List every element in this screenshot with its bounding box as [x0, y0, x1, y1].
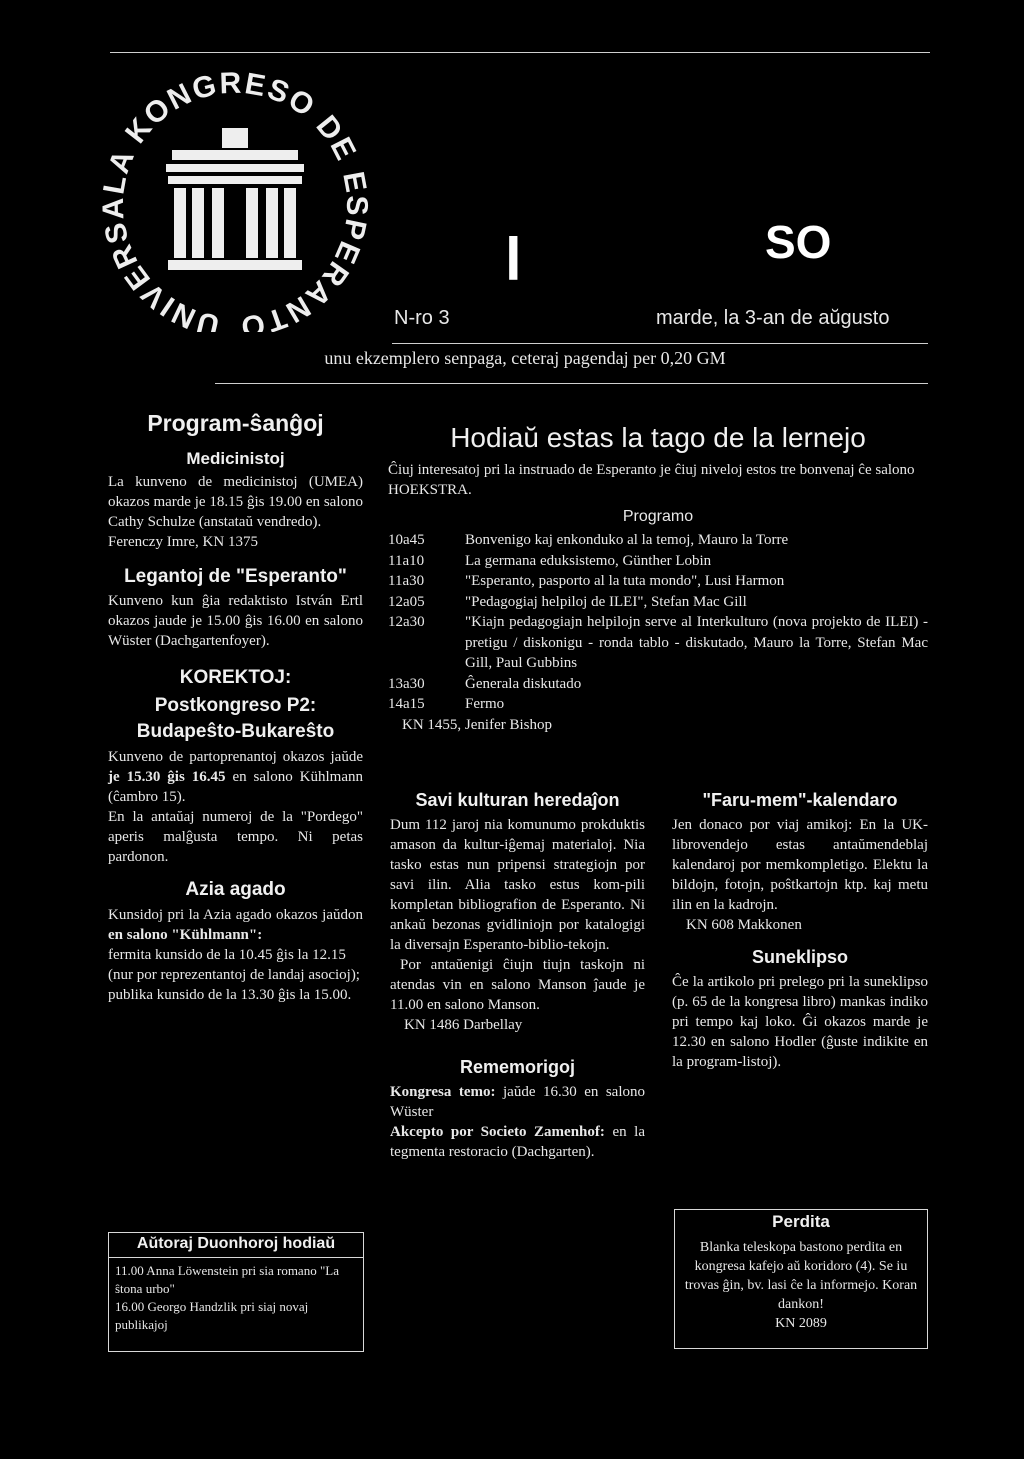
schedule-time: 11a30 [388, 573, 425, 589]
schedule-row [388, 530, 928, 551]
schedule-row [388, 551, 928, 572]
korektoj-subheading-1: Postkongreso P2: [154, 695, 317, 716]
suneklipso-heading: Suneklipso [751, 947, 849, 967]
schedule-row [388, 571, 928, 592]
perdita-heading: Perdita [772, 1212, 830, 1231]
schedule-time: 13a30 [388, 675, 425, 692]
author-hours-heading: Aŭtoraj Duonhoroj hodiaŭ [109, 1233, 363, 1258]
faru-heading: "Faru-mem"-kalendaro [702, 790, 898, 810]
schedule-description: "Kiajn pedagogiajn helpilojn serve al Interkulturo (nova projekto de ILEI) - pretigu / diskonigu - ronda tablo - diskutado, Mauro la Torre, Stefan Mac Gill, Paul Gubbins [465, 614, 928, 671]
masthead-rule [392, 343, 928, 344]
school-day-intro: Ĉiuj interesatoj pri la instruado de Esperanto je ĉiuj niveloj estos tre bonvenaj ĉe salono HOEKSTRA. [388, 462, 915, 498]
author-hours-item-2: 16.00 Georgo Handzlik pri siaj novaj publikajoj [115, 1299, 309, 1332]
korektoj-text-2: En la antaŭaj numeroj de la "Pordego" aperis malĝusta tempo. Ni petas pardonon. [108, 809, 363, 865]
congress-seal-logo [100, 72, 370, 332]
issue-number: N-ro 3 [394, 307, 450, 329]
savi-heading: Savi kulturan heredaĵon [415, 790, 620, 810]
korektoj-subheading-2: Budapeŝto-Bukareŝto [136, 721, 335, 742]
legantoj-heading: Legantoj de "Esperanto" [124, 566, 347, 587]
azia-line-1: fermita kunsido de la 10.45 ĝis la 12.15 (nur por reprezentantoj de landaj asocioj); [108, 947, 360, 983]
left-column [108, 410, 363, 1005]
rememorigoj-text-2: Akcepto por Societo Zamenhof: en la tegmenta restoracio (Dachgarten). [390, 1124, 645, 1160]
top-rule [110, 52, 930, 53]
schedule-time: 12a05 [388, 593, 425, 610]
rememorigoj-heading: Rememorigoj [459, 1057, 576, 1077]
korektoj-heading: KOREKTOJ: [179, 667, 292, 688]
programo-heading: Programo [622, 508, 694, 525]
title-fragment-right: SO [765, 216, 832, 268]
schedule-time: 10a45 [388, 532, 425, 548]
savi-text-1: Dum 112 jaroj nia komunumo prokduktis amason da kultur-iĝemaj materialoj. Nia tasko estas nun pripensi strategiojn por savi ilin. Alia tasko estus kom-pili kompletan bibliografion de Esperanto. Ni ankaŭ bezonas gvidliniojn por katalogigi la diversajn Esperanto-biblio-tekojn. [390, 817, 645, 953]
price-rule [215, 383, 928, 384]
title-fragment-left: l [505, 226, 522, 293]
svg-text:UNIVERSALA KONGRESO DE ESPERAN: UNIVERSALA KONGRESO DE ESPERANTO [100, 72, 370, 332]
legantoj-text: Kunveno kun ĝia redaktisto István Ertl okazos jaude je 15.00 ĝis 16.00 en salono Wüster (Dachgartenfoyer). [108, 593, 363, 649]
middle-column [390, 790, 645, 1162]
schedule-description: "Pedagogiaj helpiloj de ILEI", Stefan Mac Gill [465, 593, 747, 610]
medicinistoj-heading: Medicinistoj [186, 449, 285, 468]
perdita-box [674, 1209, 928, 1349]
schedule-row [388, 694, 928, 715]
school-day-article [388, 422, 928, 735]
issue-date: marde, la 3-an de aŭgusto [656, 307, 890, 329]
schedule-time: 12a30 [388, 614, 425, 630]
perdita-text: Blanka teleskopa bastono perdita en kongresa kafejo aŭ koridoro (4). Se iu trovas ĝin, bv. lasi ĉe la informejo. Koran dankon! [684, 1240, 918, 1312]
program-changes-title: Program-ŝanĝoj [147, 410, 324, 436]
schedule-description: Fermo [465, 696, 505, 712]
schedule-time: 14a15 [388, 696, 425, 712]
azia-heading: Azia agado [185, 879, 286, 900]
faru-text: Jen donaco por viaj amikoj: En la UK-librovendejo estas antaŭmendeblaj kalendaroj por memkompletigo. Elektu la bildojn, fotojn, poŝtkartojn ktp. kaj metu ilin en la kadrojn. [672, 817, 928, 913]
korektoj-text: Kunveno de partoprenantoj okazos jaŭde je 15.30 ĝis 16.45 en salono Kühlmann (ĉambro 15). [108, 749, 363, 805]
rememorigoj-text-1: Kongresa temo: jaŭde 16.30 en salono Wüster [390, 1084, 645, 1120]
author-hours-item-1: 11.00 Anna Löwenstein pri sia romano "La ŝtona urbo" [115, 1263, 339, 1296]
right-column [672, 790, 928, 1072]
schedule-description: "Esperanto, pasporto al la tuta mondo", Lusi Harmon [465, 573, 785, 589]
medicinistoj-text: La kunveno de medicinistoj (UMEA) okazos marde je 18.15 ĝis 19.00 en salono Cathy Schulze (anstataŭ vendredo). [108, 474, 363, 530]
school-day-signature: KN 1455, Jenifer Bishop [402, 716, 552, 733]
suneklipso-text: Ĉe la artikolo pri prelego pri la suneklipso (p. 65 de la kongresa libro) mankas indiko pri tempo kaj loko. Ĝi okazos marde je 12.30 en salono Hodler (ĝuste indikite en la program-listoj). [672, 974, 928, 1070]
savi-text-2: Por antaŭenigi ĉiujn tiujn taskojn ni atendas vin en salono Manson ĵaude je 11.00 en salono Manson. [390, 957, 645, 1013]
savi-signature: KN 1486 Darbellay [404, 1017, 523, 1033]
medicinistoj-signature: Ferenczy Imre, KN 1375 [108, 534, 258, 550]
school-day-headline: Hodiaŭ estas la tago de la lernejo [450, 422, 866, 453]
schedule-description: La germana eduksistemo, Günther Lobin [465, 552, 712, 569]
schedule-description: Ĝenerala diskutado [465, 675, 582, 692]
schedule-list [388, 530, 928, 715]
faru-signature: KN 608 Makkonen [686, 917, 802, 933]
perdita-signature: KN 2089 [775, 1316, 827, 1331]
schedule-row [388, 612, 928, 674]
azia-text: Kunsidoj pri la Azia agado okazos jaŭdon en salono "Kühlmann": [108, 907, 363, 943]
price-line: unu ekzemplero senpaga, ceteraj pagendaj per 0,20 GM [324, 348, 726, 368]
schedule-time: 11a10 [388, 552, 425, 569]
author-hours-box [108, 1232, 364, 1352]
schedule-row [388, 674, 928, 695]
schedule-description: Bonvenigo kaj enkonduko al la temoj, Mauro la Torre [465, 532, 789, 548]
schedule-row [388, 592, 928, 613]
azia-line-2: publika kunsido de la 13.30 ĝis la 15.00. [108, 987, 352, 1003]
